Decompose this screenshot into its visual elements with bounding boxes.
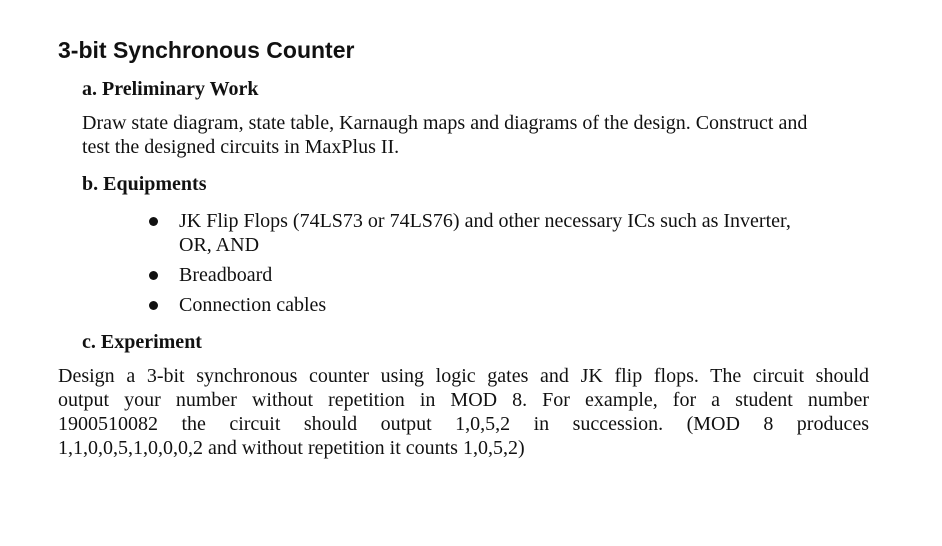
section-c-line-4: 1,1,0,0,5,1,0,0,0,2 and without repetition it counts 1,0,5,2): [58, 437, 525, 459]
document-title: 3-bit Synchronous Counter: [58, 37, 355, 63]
equipment-item-line-1: Connection cables: [179, 294, 327, 316]
section-a-line-2: test the designed circuits in MaxPlus II.: [82, 136, 400, 158]
equipment-item-text: [179, 209, 859, 257]
section-a-paragraph: [82, 111, 882, 159]
equipment-item-line-1: JK Flip Flops (74LS73 or 74LS76) and other necessary ICs such as Inverter,: [179, 210, 791, 232]
section-c-line-2: output your number without repetition in MOD 8. For example, for a student number: [58, 389, 869, 411]
equipment-item-line-2: OR, AND: [179, 234, 260, 256]
section-c-line-3: 1900510082 the circuit should output 1,0,5,2 in succession. (MOD 8 produces: [58, 413, 869, 435]
section-c-line-1: Design a 3-bit synchronous counter using logic gates and JK flip flops. The circuit should: [58, 365, 869, 387]
equipment-item-text: [179, 263, 859, 287]
section-c-heading: c. Experiment: [82, 331, 202, 353]
equipment-item-text: [179, 293, 859, 317]
section-c-paragraph: [58, 364, 869, 460]
section-b-heading: b. Equipments: [82, 173, 207, 195]
bullet-icon: [149, 271, 158, 280]
section-a-heading: a. Preliminary Work: [82, 78, 259, 100]
bullet-icon: [149, 217, 158, 226]
bullet-icon: [149, 301, 158, 310]
equipment-item-line-1: Breadboard: [179, 264, 273, 286]
section-a-line-1: Draw state diagram, state table, Karnaugh maps and diagrams of the design. Construct and: [82, 112, 808, 134]
